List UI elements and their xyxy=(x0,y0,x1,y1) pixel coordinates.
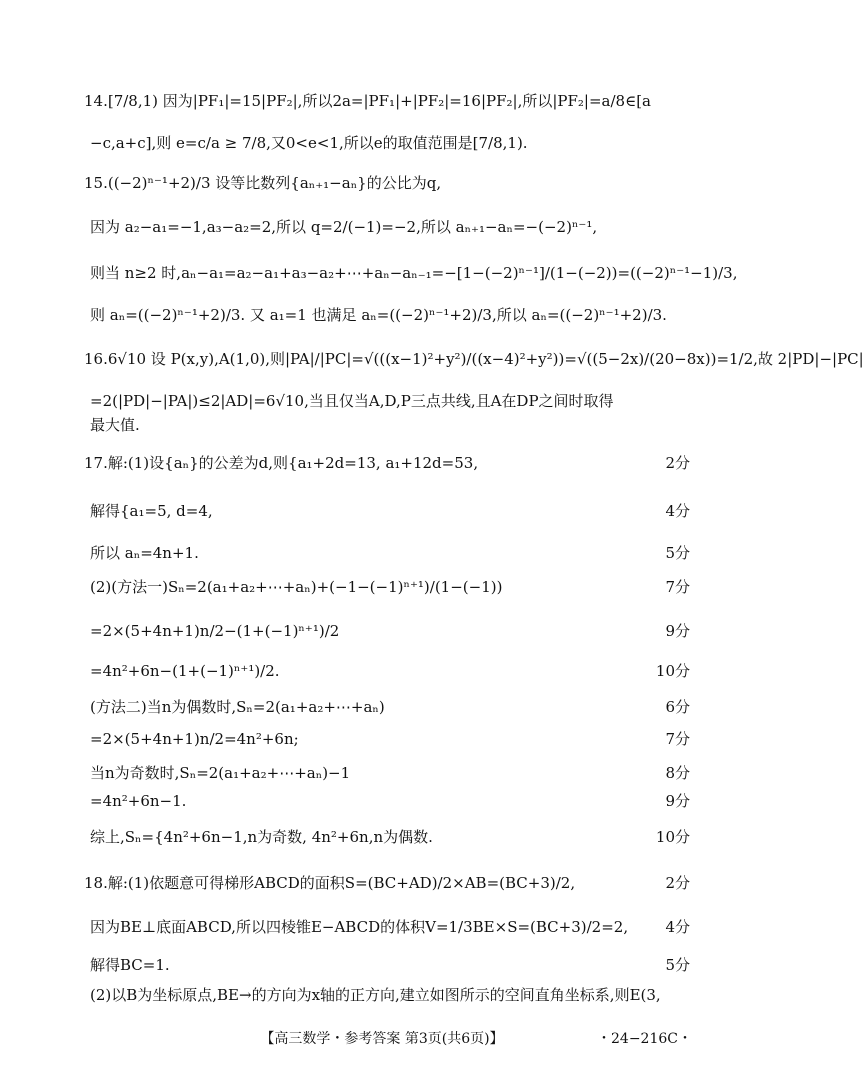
answer-line: 解得BC=1. xyxy=(90,956,170,974)
answer-line: 解得{a₁=5, d=4, xyxy=(90,502,213,520)
score-mark: 9分 xyxy=(665,622,690,640)
answer-line: =4n²+6n−(1+(−1)ⁿ⁺¹)/2. xyxy=(90,662,280,680)
footer-title: 【高三数学・参考答案 第3页(共6页)】 xyxy=(260,1031,504,1047)
score-mark: 2分 xyxy=(665,454,690,472)
answer-line: −c,a+c],则 e=c/a ≥ 7/8,又0<e<1,所以e的取值范围是[7/8,1). xyxy=(90,134,528,152)
score-mark: 5分 xyxy=(665,956,690,974)
answer-line: =4n²+6n−1. xyxy=(90,792,187,810)
answer-line: 所以 aₙ=4n+1. xyxy=(90,544,199,562)
answer-line: 综上,Sₙ={4n²+6n−1,n为奇数, 4n²+6n,n为偶数. xyxy=(90,828,433,846)
answer-line: 最大值. xyxy=(90,416,140,434)
answer-line: =2×(5+4n+1)n/2=4n²+6n; xyxy=(90,730,299,748)
answer-line: (方法二)当n为偶数时,Sₙ=2(a₁+a₂+⋯+aₙ) xyxy=(90,698,385,716)
score-mark: 5分 xyxy=(665,544,690,562)
answer-line: 18.解:(1)依题意可得梯形ABCD的面积S=(BC+AD)/2×AB=(BC+3)/2, xyxy=(84,874,576,892)
score-mark: 2分 xyxy=(665,874,690,892)
score-mark: 9分 xyxy=(665,792,690,810)
answer-line: 则 aₙ=((−2)ⁿ⁻¹+2)/3. 又 a₁=1 也满足 aₙ=((−2)ⁿ⁻¹+2)/3,所以 aₙ=((−2)ⁿ⁻¹+2)/3. xyxy=(90,306,667,324)
answer-line: 17.解:(1)设{aₙ}的公差为d,则{a₁+2d=13, a₁+12d=53, xyxy=(84,454,479,472)
page-footer xyxy=(0,1028,764,1052)
score-mark: 8分 xyxy=(665,764,690,782)
score-mark: 6分 xyxy=(665,698,690,716)
score-mark: 7分 xyxy=(665,730,690,748)
answer-line: 则当 n≥2 时,aₙ−a₁=a₂−a₁+a₃−a₂+⋯+aₙ−aₙ₋₁=−[1−(−2)ⁿ⁻¹]/(1−(−2))=((−2)ⁿ⁻¹−1)/3, xyxy=(90,264,738,282)
answer-line: (2)(方法一)Sₙ=2(a₁+a₂+⋯+aₙ)+(−1−(−1)ⁿ⁺¹)/(1−(−1)) xyxy=(90,578,503,596)
score-mark: 7分 xyxy=(665,578,690,596)
answer-line: 15.((−2)ⁿ⁻¹+2)/3 设等比数列{aₙ₊₁−aₙ}的公比为q, xyxy=(84,174,442,192)
answer-line: 因为 a₂−a₁=−1,a₃−a₂=2,所以 q=2/(−1)=−2,所以 aₙ₊₁−aₙ=−(−2)ⁿ⁻¹, xyxy=(90,218,598,236)
answer-line: 14.[7/8,1) 因为|PF₁|=15|PF₂|,所以2a=|PF₁|+|PF₂|=16|PF₂|,所以|PF₂|=a/8∈[a xyxy=(84,92,651,110)
score-mark: 10分 xyxy=(655,828,690,846)
answer-line: (2)以B为坐标原点,BE→的方向为x轴的正方向,建立如图所示的空间直角坐标系,则E(3, xyxy=(90,986,661,1004)
answer-line: =2(|PD|−|PA|)≤2|AD|=6√10,当且仅当A,D,P三点共线,且A在DP之间时取得 xyxy=(90,392,614,410)
answer-line: 16.6√10 设 P(x,y),A(1,0),则|PA|/|PC|=√(((x−1)²+y²)/((x−4)²+y²))=√((5−2x)/(20−8x))=1/2,故 2|PD|−|PC| xyxy=(84,350,864,368)
answer-line: 因为BE⊥底面ABCD,所以四棱锥E−ABCD的体积V=1/3BE×S=(BC+3)/2=2, xyxy=(90,918,629,936)
score-mark: 10分 xyxy=(655,662,690,680)
answer-line: =2×(5+4n+1)n/2−(1+(−1)ⁿ⁺¹)/2 xyxy=(90,622,340,640)
score-mark: 4分 xyxy=(665,918,690,936)
score-mark: 4分 xyxy=(665,502,690,520)
answer-line: 当n为奇数时,Sₙ=2(a₁+a₂+⋯+aₙ)−1 xyxy=(90,764,351,782)
footer-code: ・24−216C・ xyxy=(597,1031,692,1047)
